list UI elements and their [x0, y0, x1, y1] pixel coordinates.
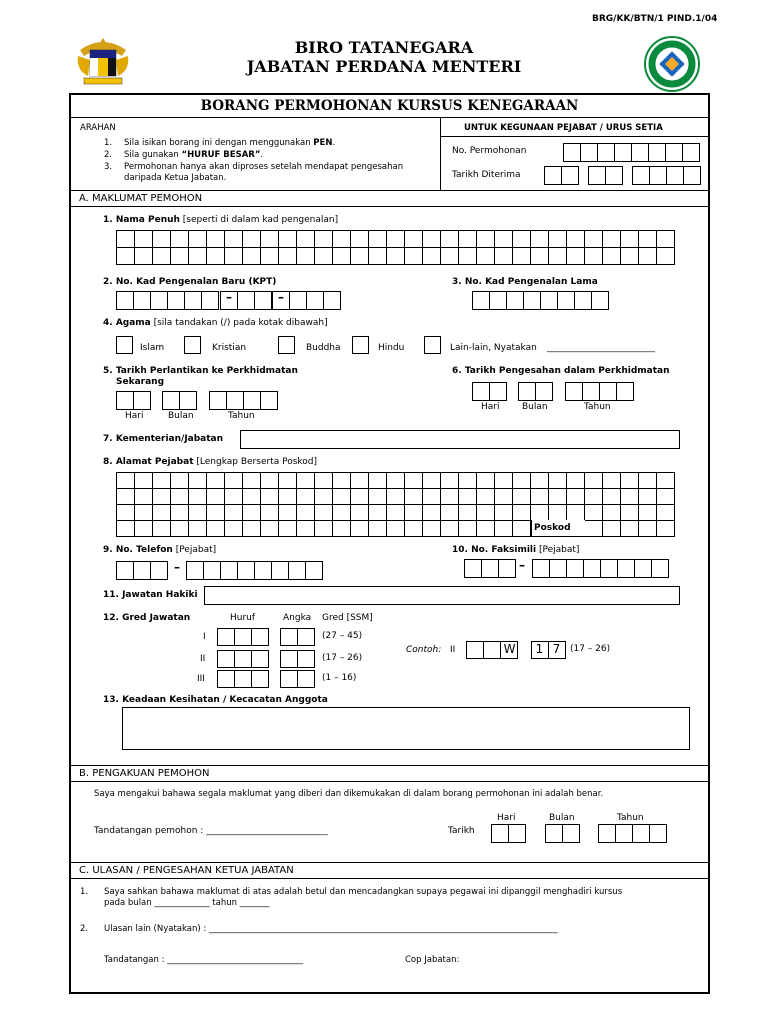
q6-hari-label: Hari: [481, 402, 500, 412]
q11-label: 11. Jawatan Hakiki: [103, 590, 198, 600]
arahan-item-1: 1. Sila isikan borang ini dengan menggunakan PEN.: [104, 138, 336, 148]
contoh-label: Contoh:: [406, 645, 442, 655]
b-tahun-label: Tahun: [617, 813, 644, 823]
q6-bulan-label: Bulan: [522, 402, 548, 412]
faksimili-part2[interactable]: [532, 559, 669, 578]
kp-lama-boxes[interactable]: [472, 291, 609, 310]
c-item-1-num: 1.: [80, 887, 89, 897]
q6-tahun-label: Tahun: [584, 402, 611, 412]
faksimili-part1[interactable]: [464, 559, 516, 578]
q5-label-2: Sekarang: [116, 377, 165, 387]
q9-label: 9. No. Telefon [Pejabat]: [103, 545, 217, 555]
q5-hari-boxes[interactable]: [116, 391, 151, 410]
huruf-label: Huruf: [230, 613, 256, 623]
pengakuan-statement: Saya mengakui bahawa segala maklumat yang diberi dan dikemukakan di dalam borang permohonan ini adalah benar.: [94, 789, 604, 799]
excellence-logo: [643, 35, 701, 93]
angka-label: Angka: [283, 613, 312, 623]
q5-bulan-boxes[interactable]: [162, 391, 197, 410]
b-hari-boxes[interactable]: [491, 824, 526, 843]
q4-label: 4. Agama [sila tandakan (/) pada kotak dibawah]: [103, 318, 328, 328]
b-tahun-boxes[interactable]: [598, 824, 667, 843]
arahan-heading: ARAHAN: [80, 123, 116, 133]
gred-row-3-roman: III: [197, 674, 205, 684]
no-permohonan-label: No. Permohonan: [452, 146, 527, 156]
office-use-heading: UNTUK KEGUNAAN PEJABAT / URUS SETIA: [464, 123, 663, 133]
poskod-label: Poskod: [534, 523, 571, 533]
q6-label: 6. Tarikh Pengesahan dalam Perkhidmatan: [452, 366, 670, 376]
tarikh-diterima-bulan[interactable]: [588, 166, 623, 185]
contoh-digit-1: 1: [535, 642, 544, 656]
gred-row-3-range: (1 – 16): [322, 673, 357, 683]
q13-label: 13. Keadaan Kesihatan / Kecacatan Anggota: [103, 695, 328, 705]
gred-row-2-huruf[interactable]: [217, 650, 269, 668]
checkbox-lain-lain[interactable]: [424, 336, 441, 354]
pemohon-signature[interactable]: Tandatangan pemohon : ___________________________: [94, 826, 328, 836]
no-permohonan-boxes[interactable]: [563, 143, 700, 162]
gred-row-3-huruf[interactable]: [217, 670, 269, 688]
section-c-heading: C. ULASAN / PENGESAHAN KETUA JABATAN: [69, 862, 710, 879]
kementerian-field[interactable]: [240, 430, 680, 449]
checkbox-hindu[interactable]: [352, 336, 369, 354]
kpt-part1[interactable]: [116, 291, 219, 310]
religion-buddha-label: Buddha: [306, 343, 341, 353]
arahan-item-2: 2. Sila gunakan “HURUF BESAR”.: [104, 150, 264, 160]
form-title: BORANG PERMOHONAN KURSUS KENEGARAAN: [200, 98, 579, 114]
c-item-1-text: Saya sahkan bahawa maklumat di atas adalah betul dan mencadangkan supaya pegawai ini dipanggil menghadiri kursus: [104, 887, 623, 897]
c-item-1-text-2[interactable]: pada bulan _____________ tahun _______: [104, 898, 270, 908]
q6-bulan-boxes[interactable]: [518, 382, 553, 401]
gred-row-2-roman: II: [200, 654, 206, 664]
gred-row-2-angka[interactable]: [280, 650, 315, 668]
kesihatan-field[interactable]: [122, 707, 690, 750]
q5-bulan-label: Bulan: [168, 411, 194, 421]
q5-label: 5. Tarikh Perlantikan ke Perkhidmatan: [103, 366, 298, 376]
alamat-boxes[interactable]: [116, 472, 675, 537]
telefon-part2[interactable]: [186, 561, 323, 580]
q12-label: 12. Gred Jawatan: [103, 613, 191, 623]
gred-row-1-range: (27 – 45): [322, 631, 363, 641]
tarikh-diterima-hari[interactable]: [544, 166, 579, 185]
section-a-heading: A. MAKLUMAT PEMOHON: [69, 190, 710, 207]
checkbox-buddha[interactable]: [278, 336, 295, 354]
religion-hindu-label: Hindu: [378, 343, 405, 353]
form-frame: [69, 93, 710, 994]
religion-other-line[interactable]: ________________________: [547, 343, 655, 353]
q5-tahun-label: Tahun: [228, 411, 255, 421]
q7-label: 7. Kementerian/Jabatan: [103, 434, 224, 444]
contoh-letter: W: [503, 642, 516, 656]
checkbox-islam[interactable]: [116, 336, 133, 354]
checkbox-kristian[interactable]: [184, 336, 201, 354]
b-bulan-label: Bulan: [549, 813, 575, 823]
document-reference: BRG/KK/BTN/1 PIND.1/04: [592, 14, 718, 24]
contoh-roman: II: [450, 645, 456, 655]
kpt-dash-2: –: [278, 290, 284, 304]
organisation-department: JABATAN PERDANA MENTERI: [246, 57, 522, 76]
arahan-item-2-text: Sila gunakan “HURUF BESAR”.: [124, 150, 264, 160]
arahan-item-1-text: Sila isikan borang ini dengan menggunakan PEN.: [124, 138, 336, 148]
contoh-range: (17 – 26): [570, 644, 611, 654]
q6-tahun-boxes[interactable]: [565, 382, 634, 401]
jawatan-hakiki-field[interactable]: [204, 586, 680, 605]
tarikh-diterima-tahun[interactable]: [632, 166, 701, 185]
arahan-item-3-cont: daripada Ketua Jabatan.: [124, 173, 227, 183]
q5-hari-label: Hari: [125, 411, 144, 421]
tarikh-diterima-label: Tarikh Diterima: [452, 170, 521, 180]
ketua-signature[interactable]: Tandatangan : ________________________________: [104, 955, 304, 965]
kpt-dash-1: –: [226, 290, 232, 304]
q5-tahun-boxes[interactable]: [209, 391, 278, 410]
b-tarikh-label: Tarikh: [448, 826, 475, 836]
organisation-name: BIRO TATANEGARA: [294, 38, 474, 57]
telefon-part1[interactable]: [116, 561, 168, 580]
q1-label: 1. Nama Penuh [seperti di dalam kad pengenalan]: [103, 215, 339, 225]
nama-penuh-boxes[interactable]: [116, 230, 675, 265]
section-b-heading: B. PENGAKUAN PEMOHON: [69, 765, 710, 782]
q6-hari-boxes[interactable]: [472, 382, 507, 401]
q10-label: 10. No. Faksimili [Pejabat]: [452, 545, 580, 555]
q2-label: 2. No. Kad Pengenalan Baru (KPT): [103, 277, 277, 287]
faksimili-dash: –: [519, 558, 525, 572]
gred-row-3-angka[interactable]: [280, 670, 315, 688]
q3-label: 3. No. Kad Pengenalan Lama: [452, 277, 598, 287]
religion-kristian-label: Kristian: [212, 343, 247, 353]
b-hari-label: Hari: [497, 813, 516, 823]
c-item-2-num: 2.: [80, 924, 89, 934]
b-bulan-boxes[interactable]: [545, 824, 580, 843]
gred-row-1-angka[interactable]: [280, 628, 315, 646]
gred-row-1-roman: I: [203, 632, 206, 642]
gred-ssm-label: Gred [SSM]: [322, 613, 373, 623]
arahan-item-3: 3. Permohonan hanya akan diproses setelah mendapat pengesahan: [104, 162, 404, 172]
telefon-dash: –: [174, 560, 180, 574]
q8-label: 8. Alamat Pejabat [Lengkap Berserta Poskod]: [103, 457, 318, 467]
religion-islam-label: Islam: [140, 343, 165, 353]
contoh-digit-2: 7: [552, 642, 561, 656]
cop-jabatan-label: Cop Jabatan:: [405, 955, 460, 965]
gred-row-1-huruf[interactable]: [217, 628, 269, 646]
ulasan-lain-line[interactable]: Ulasan lain (Nyatakan) : __________________________________________________________________________________: [104, 924, 558, 934]
gred-row-2-range: (17 – 26): [322, 653, 363, 663]
religion-other-label: Lain-lain, Nyatakan: [450, 343, 537, 353]
